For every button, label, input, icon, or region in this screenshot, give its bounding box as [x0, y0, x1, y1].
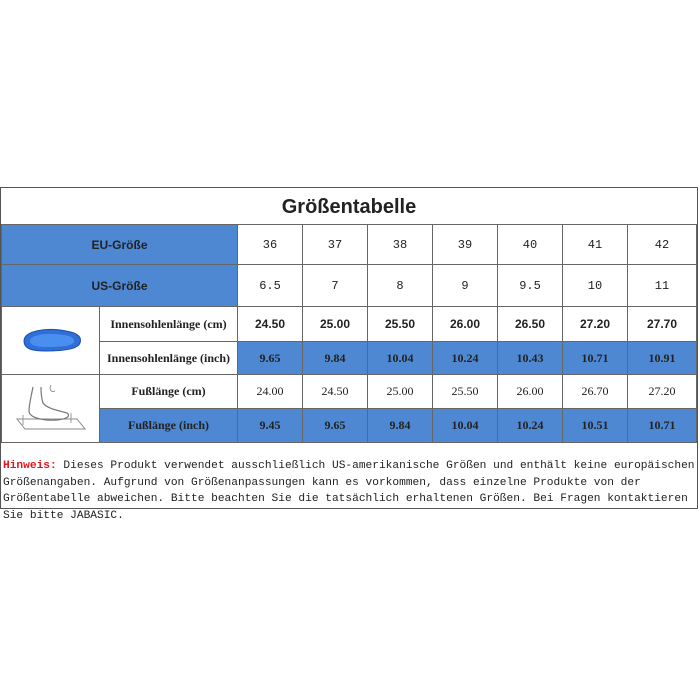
- size-chart: [0, 187, 698, 522]
- note-body: Dieses Produkt verwendet ausschließlich US-amerikanische Größen und enthält keine europäischen Größenangaben. Aufgrund von Größenanpassungen kann es vorkommen, dass einzelne Produkte von der Größentabelle abweichen. Bitte beachten Sie die tatsächlich erhaltenen Größen. Bei Fragen kontaktieren Sie bitte JABASIC.: [3, 460, 695, 522]
- table-row-foot-cm: [2, 375, 697, 409]
- table-cell: 27.20: [563, 307, 628, 342]
- table-cell: 10.71: [628, 409, 697, 443]
- chart-title: Größentabelle: [1, 188, 697, 225]
- table-cell: 36: [238, 225, 303, 265]
- size-table: [1, 224, 697, 443]
- table-cell: 26.70: [563, 375, 628, 409]
- table-cell: 25.00: [303, 307, 368, 342]
- table-cell: 10.43: [498, 342, 563, 375]
- table-cell: 9.65: [303, 409, 368, 443]
- table-cell: 7: [303, 265, 368, 307]
- table-cell: 9.45: [238, 409, 303, 443]
- row-label-eu: EU-Größe: [2, 225, 238, 265]
- table-cell: 38: [368, 225, 433, 265]
- table-cell: 39: [433, 225, 498, 265]
- table-cell: 25.50: [368, 307, 433, 342]
- table-row-insole-inch: [2, 342, 697, 375]
- foot-measure-icon: [11, 379, 91, 435]
- table-row-insole-cm: [2, 307, 697, 342]
- row-label-insole-inch: Innensohlenlänge (inch): [100, 342, 238, 375]
- table-cell: 10: [563, 265, 628, 307]
- table-row-eu: [2, 225, 697, 265]
- table-cell: 25.00: [368, 375, 433, 409]
- table-cell: 10.51: [563, 409, 628, 443]
- note-text: [3, 458, 697, 524]
- foot-image-cell: [2, 375, 100, 443]
- table-cell: 11: [628, 265, 697, 307]
- table-cell: 40: [498, 225, 563, 265]
- table-row-foot-inch: [2, 409, 697, 443]
- table-cell: 10.24: [498, 409, 563, 443]
- table-cell: 9.84: [368, 409, 433, 443]
- table-cell: 10.04: [433, 409, 498, 443]
- table-cell: 8: [368, 265, 433, 307]
- table-cell: 10.04: [368, 342, 433, 375]
- table-cell: 25.50: [433, 375, 498, 409]
- table-cell: 26.00: [433, 307, 498, 342]
- note-label: Hinweis:: [3, 460, 57, 472]
- table-cell: 27.20: [628, 375, 697, 409]
- table-cell: 9.84: [303, 342, 368, 375]
- table-cell: 10.24: [433, 342, 498, 375]
- table-cell: 24.50: [238, 307, 303, 342]
- table-row-us: [2, 265, 697, 307]
- table-cell: 6.5: [238, 265, 303, 307]
- table-cell: 37: [303, 225, 368, 265]
- insole-icon: [16, 319, 86, 359]
- table-cell: 9.65: [238, 342, 303, 375]
- table-cell: 42: [628, 225, 697, 265]
- table-cell: 41: [563, 225, 628, 265]
- row-label-insole-cm: Innensohlenlänge (cm): [100, 307, 238, 342]
- row-label-us: US-Größe: [2, 265, 238, 307]
- table-cell: 26.50: [498, 307, 563, 342]
- row-label-foot-cm: Fußlänge (cm): [100, 375, 238, 409]
- table-cell: 9: [433, 265, 498, 307]
- table-cell: 27.70: [628, 307, 697, 342]
- table-cell: 10.91: [628, 342, 697, 375]
- table-cell: 26.00: [498, 375, 563, 409]
- table-cell: 10.71: [563, 342, 628, 375]
- row-label-foot-inch: Fußlänge (inch): [100, 409, 238, 443]
- table-cell: 24.00: [238, 375, 303, 409]
- insole-image-cell: [2, 307, 100, 375]
- table-cell: 9.5: [498, 265, 563, 307]
- table-cell: 24.50: [303, 375, 368, 409]
